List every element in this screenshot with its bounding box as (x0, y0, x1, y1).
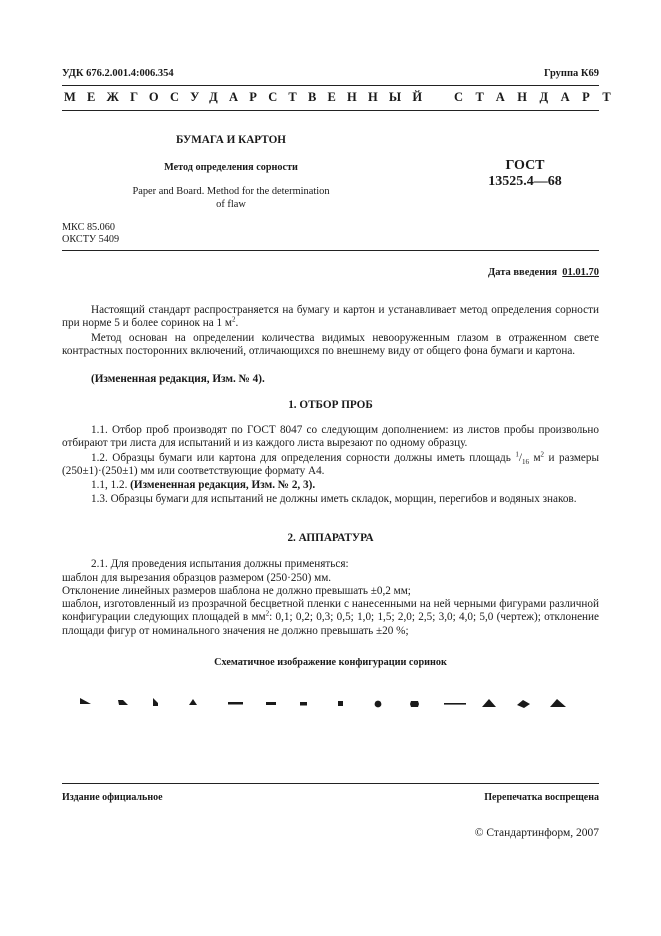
flaw-shape-2 (118, 700, 128, 705)
header-rule-bottom (62, 110, 599, 111)
flaw-shape-6 (266, 702, 276, 705)
footer-rule (62, 783, 599, 784)
title-ru: БУМАГА И КАРТОН (175, 134, 286, 146)
footer-reprint-prohibited: Перепечатка воспрещена (484, 792, 599, 803)
clause-2-template-size: шаблон для вырезания образцов размером (250·250) мм. (62, 572, 332, 584)
footer-copyright: © Стандартинформ, 2007 (474, 827, 599, 839)
amendment-note-2-3 (62, 479, 599, 492)
flaw-shape-7 (300, 702, 307, 706)
amendment-text: (Измененная редакция, Изм. № 2, 3). (130, 479, 316, 491)
intro-date (488, 267, 599, 278)
section-2-title: 2. АППАРАТУРА (287, 532, 374, 544)
okstu-code: ОКСТУ 5409 (62, 234, 120, 245)
fraction-numerator: 1 (515, 450, 519, 459)
paragraph-scope-text: Настоящий стандарт распространяется на бумагу и картон и устанавливает метод определения сорности при норме 5 и более соринок на 1 м (62, 304, 599, 330)
flaw-shape-8 (338, 701, 343, 706)
superscript: 2 (540, 450, 545, 459)
unit-m: м (528, 452, 541, 464)
intro-date-label: Дата введения (488, 267, 557, 278)
flaw-shape-11 (444, 703, 466, 705)
banner-standard: СТАНДАРТ (454, 90, 624, 104)
paragraph-method: Метод основан на определении количества видимых невооруженным глазом в отраженном свете контрастных посторонних включений, отличающихся по внешнему виду от общего фона бумаги и картона. (62, 332, 599, 358)
flaw-shape-4 (189, 699, 197, 705)
title-en-line2: of flaw (216, 198, 246, 210)
subtitle-ru: Метод определения сорности (164, 162, 298, 173)
clause-2-template-figures (62, 598, 599, 638)
clause-1-1: 1.1. Отбор проб производят по ГОСТ 8047 со следующим дополнением: из листов пробы произвольно отбирают три листа для испытаний и из каждого листа вырезают по одному образцу. (62, 424, 599, 450)
group-code: Группа К69 (543, 68, 599, 79)
paragraph-scope-end: . (235, 317, 239, 330)
clause-2-template-text-end: : 0,1; 0,2; 0,3; 0,5; 1,0; 1,5; 2,0; 2,5; 3,0; 4,0; 5,0 (чертеж); отклонение площади фигур от номинального значения не должно превышать ±20 %; (62, 611, 599, 637)
flaw-shapes-svg (62, 690, 599, 720)
clause-1-3: 1.3. Образцы бумаги для испытаний не должны иметь складок, морщин, перегибов и водяных знаков. (91, 493, 577, 505)
flaw-shapes-figure (62, 690, 599, 720)
flaw-shape-12 (482, 699, 496, 707)
flaw-shape-10 (410, 701, 419, 707)
section-1-title: 1. ОТБОР ПРОБ (288, 399, 373, 411)
header-rule-top (62, 85, 599, 86)
codes-rule (62, 250, 599, 251)
flaw-shape-13 (517, 700, 530, 708)
clause-1-2: 1.2. Образцы бумаги или картона для определения сорности должны иметь площадь $^1/_{16}$ $м^2$ и размеры (250±1)·(250±1) мм или соответствующие формату А4. (62, 450, 599, 478)
clause-1-2-text-end: и размеры (250±1)·(250±1) мм или соответствующие формату А4. (62, 452, 599, 478)
flaw-shape-5 (228, 702, 243, 705)
flaw-shape-14 (550, 699, 566, 707)
title-en (120, 186, 342, 211)
fraction-denominator: 16 (521, 458, 529, 467)
amendment-note-4: (Измененная редакция, Изм. № 4). (91, 373, 265, 385)
gost-number: 13525.4—68 (488, 174, 562, 189)
clause-2-1: 2.1. Для проведения испытания должны применяться: (91, 558, 349, 570)
flaw-shape-3 (153, 698, 158, 706)
banner-interstate: МЕЖГОСУДАРСТВЕННЫЙ (64, 90, 434, 104)
title-en-line1: Paper and Board. Method for the determination (132, 186, 330, 197)
intro-date-value: 01.01.70 (562, 267, 599, 278)
mks-code: МКС 85.060 (62, 222, 115, 233)
flaw-shape-1 (80, 698, 91, 704)
paragraph-scope (62, 304, 599, 331)
footer-official-edition: Издание официальное (62, 792, 163, 803)
clause-2-deviation: Отклонение линейных размеров шаблона не должно превышать ±0,2 мм; (62, 585, 411, 597)
figure-caption: Схематичное изображение конфигурации соринок (214, 657, 447, 668)
udk-code: УДК 676.2.001.4:006.354 (62, 68, 174, 79)
flaw-shape-9 (375, 701, 382, 708)
clause-2-template-text: шаблон, изготовленный из прозрачной бесцветной пленки с нанесенными на ней черными фигурами различной конфигурации следующих площадей в мм (62, 598, 599, 624)
clause-1-2-text: 1.2. Образцы бумаги или картона для определения сорности должны иметь площадь (91, 452, 511, 464)
superscript: 2 (232, 315, 236, 324)
superscript: 2 (265, 609, 270, 618)
clause-ref: 1.1, 1.2. (91, 479, 131, 491)
gost-label: ГОСТ (505, 158, 545, 173)
